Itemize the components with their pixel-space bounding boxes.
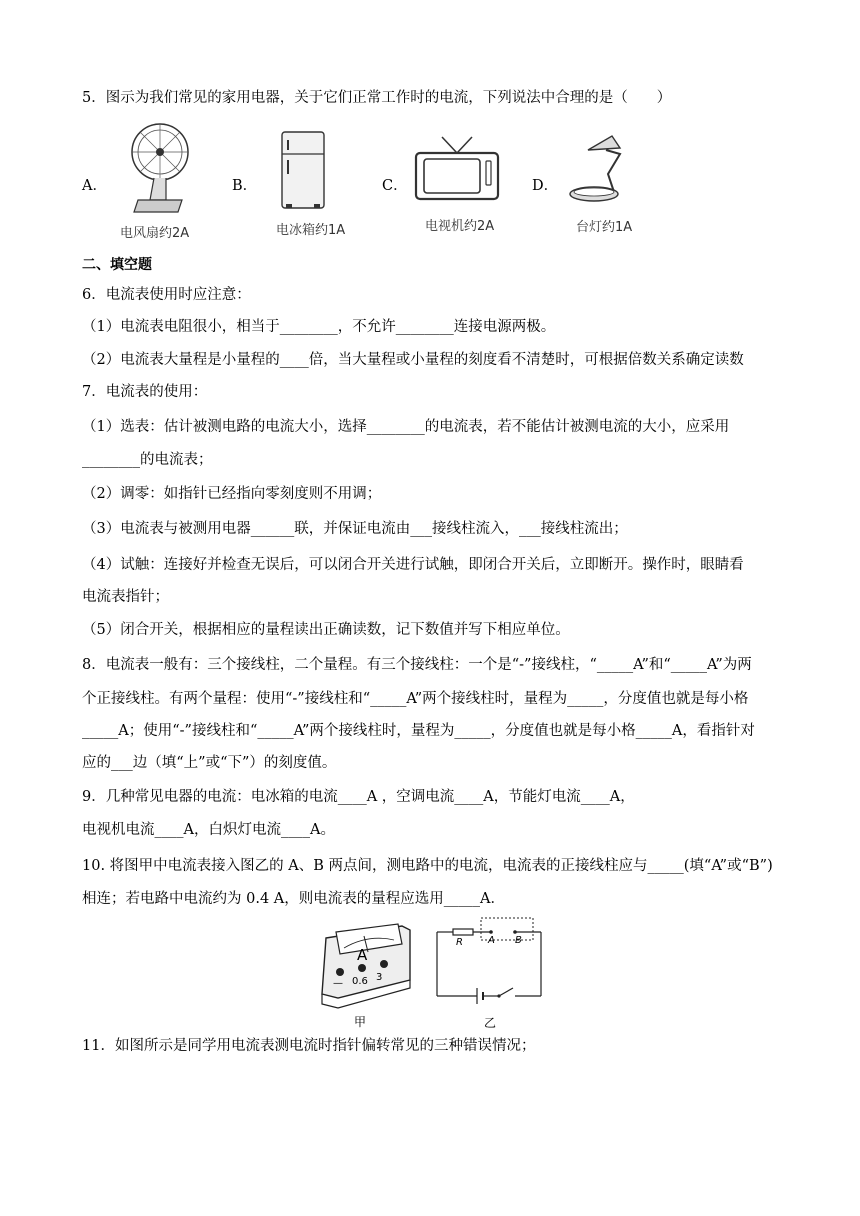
option-c-letter: C． — [382, 178, 408, 194]
q7-line-4b: 电流表指针； — [82, 589, 169, 605]
television-icon — [412, 135, 502, 205]
terminal-negative: — — [333, 978, 343, 989]
circuit-figure — [433, 916, 545, 1000]
q10-line-1: 10. 将图甲中电流表接入图乙的 A、B 两点间，测电路中的电流，电流表的正接线柱应与_____(填“A”或“B”) — [82, 858, 773, 874]
q9-line-1: 9．几种常见电器的电流：电冰箱的电流____A ，空调电流____A，节能灯电流____A， — [82, 789, 635, 805]
q7-line-4a: （4）试触：连接好并检查无误后，可以闭合开关进行试触，即闭合开关后，立即断开。操作时，眼睛看 — [82, 557, 744, 573]
q6-line-2: （2）电流表大量程是小量程的____倍，当大量程或小量程的刻度看不清楚时，可根据倍数关系确定读数 — [82, 352, 744, 368]
option-b-letter: B． — [232, 178, 258, 194]
q7-line-1b: ________的电流表； — [82, 452, 213, 468]
resistor-label: R — [456, 937, 463, 948]
option-d-letter: D． — [532, 178, 559, 194]
q7-line-3: （3）电流表与被测用电器______联，并保证电流由___接线柱流入，___接线柱流出； — [82, 521, 628, 537]
figure-jia-label: 甲 — [354, 1015, 367, 1029]
option-c-caption: 电视机约2A — [425, 219, 495, 234]
refrigerator-icon — [278, 130, 328, 210]
q8-line-3: _____A；使用“-”接线柱和“_____A”两个接线柱时，量程为_____，分度值也就是每小格_____A，看指针对 — [82, 723, 755, 739]
q8-line-2: 个正接线柱。有两个量程：使用“-”接线柱和“_____A”两个接线柱时，量程为_____，分度值也就是每小格 — [82, 691, 749, 707]
q5-stem: 5．图示为我们常见的家用电器，关于它们正常工作时的电流，下列说法中合理的是（ ） — [82, 90, 672, 106]
option-d-caption: 台灯约1A — [576, 220, 633, 235]
q7-line-1a: （1）选表：估计被测电路的电流大小，选择________的电流表，若不能估计被测电流的大小，应采用 — [82, 419, 730, 435]
q6-line-1: （1）电流表电阻很小，相当于________，不允许________连接电源两极。 — [82, 319, 556, 335]
q10-line-2: 相连；若电路中电流约为 0.4 A，则电流表的量程应选用_____A． — [82, 891, 505, 907]
q7-line-5: （5）闭合开关，根据相应的量程读出正确读数，记下数值并写下相应单位。 — [82, 622, 570, 638]
option-a-letter: A． — [82, 178, 107, 194]
terminal-3: 3 — [376, 972, 383, 983]
electric-fan-icon — [120, 122, 200, 217]
terminal-0-6: 0.6 — [352, 976, 368, 987]
figure-yi-label: 乙 — [484, 1016, 497, 1030]
q11-stem: 11．如图所示是同学用电流表测电流时指针偏转常见的三种错误情况； — [82, 1038, 536, 1054]
point-a-label: A — [488, 935, 495, 946]
q7-stem: 7．电流表的使用： — [82, 384, 208, 400]
option-b-caption: 电冰箱约1A — [276, 223, 346, 238]
q8-line-4: 应的___边（填“上”或“下”）的刻度值。 — [82, 755, 337, 771]
q7-line-2: （2）调零：如指针已经指向零刻度则不用调； — [82, 486, 382, 502]
desk-lamp-icon — [568, 130, 638, 205]
q8-line-1: 8．电流表一般有：三个接线柱，二个量程。有三个接线柱：一个是“-”接线柱，“_____A”和“_____A”为两 — [82, 657, 752, 673]
q6-stem: 6．电流表使用时应注意： — [82, 287, 251, 303]
point-b-label: B — [515, 935, 522, 946]
ammeter-letter: A — [357, 946, 368, 964]
section-heading: 二、填空题 — [82, 257, 152, 273]
ammeter-figure — [318, 918, 418, 1008]
option-a-caption: 电风扇约2A — [120, 226, 190, 241]
q9-line-2: 电视机电流____A，白炽灯电流____A。 — [82, 822, 335, 838]
